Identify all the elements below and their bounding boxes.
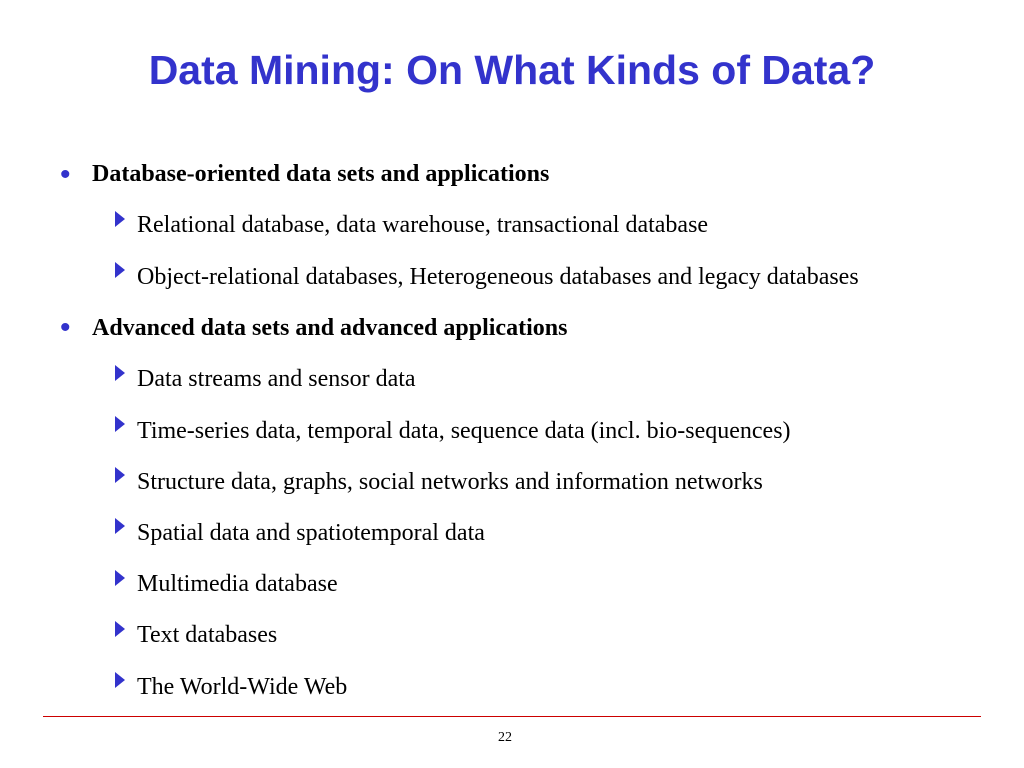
list-item: Spatial data and spatiotemporal data (137, 520, 485, 546)
list-item: Multimedia database (137, 571, 338, 597)
triangle-right-icon (115, 467, 125, 483)
triangle-right-icon (115, 262, 125, 278)
list-item: The World-Wide Web (137, 674, 348, 700)
section-heading: Advanced data sets and advanced applications (92, 315, 568, 341)
triangle-right-icon (115, 518, 125, 534)
slide-title: Data Mining: On What Kinds of Data? (148, 47, 876, 93)
triangle-right-icon (115, 416, 125, 432)
triangle-right-icon (115, 211, 125, 227)
triangle-right-icon (115, 570, 125, 586)
list-item: Data streams and sensor data (137, 366, 416, 392)
triangle-right-icon (115, 672, 125, 688)
list-item: Relational database, data warehouse, transactional database (137, 212, 709, 238)
section-heading: Database-oriented data sets and applications (92, 161, 550, 187)
footer-divider (43, 716, 981, 717)
list-item: Object-relational databases, Heterogeneous databases and legacy databases (137, 264, 859, 290)
list-item: Structure data, graphs, social networks and information networks (137, 469, 763, 495)
list-item: Time-series data, temporal data, sequence data (incl. bio-sequences) (137, 418, 791, 444)
triangle-right-icon (115, 365, 125, 381)
triangle-right-icon (115, 621, 125, 637)
list-item: Text databases (137, 622, 278, 648)
page-number: 22 (498, 730, 512, 745)
bullet-dot-icon: • (60, 158, 71, 191)
bullet-dot-icon: • (60, 311, 71, 344)
